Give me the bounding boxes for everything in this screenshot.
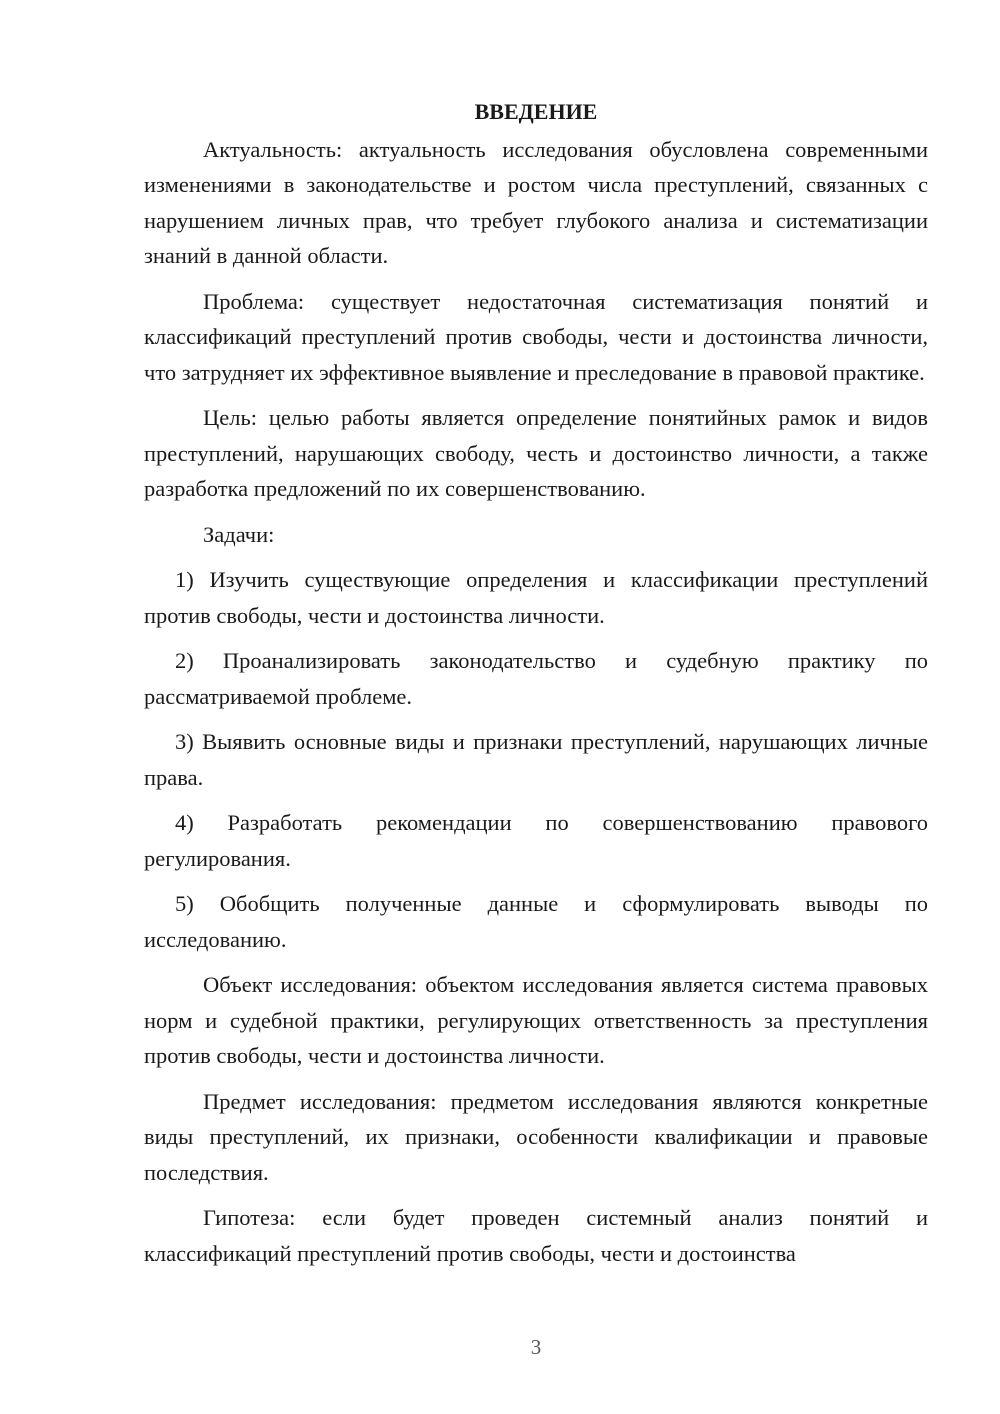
document-page [144, 94, 928, 1281]
paragraph-subject: Предмет исследования: предметом исследования являются конкретные виды преступлений, их признаки, особенности квалификации и правовые последствия. [144, 1088, 928, 1185]
section-title: ВВЕДЕНИЕ [474, 99, 598, 124]
task-item-3: 3) Выявить основные виды и признаки преступлений, нарушающих личные права. [144, 729, 928, 790]
task-item-2: 2) Проанализировать законодательство и судебную практику по рассматриваемой проблеме. [144, 648, 928, 709]
task-item-5: 5) Обобщить полученные данные и сформулировать выводы по исследованию. [144, 891, 928, 952]
task-item-1: 1) Изучить существующие определения и классификации преступлений против свободы, чести и достоинства личности. [144, 567, 928, 628]
page-number: 3 [530, 1335, 542, 1359]
paragraph-problem: Проблема: существует недостаточная систематизация понятий и классификаций преступлений против свободы, чести и достоинства личности, что затрудняет их эффективное выявление и преследование в правовой практике. [144, 288, 928, 385]
task-item-4: 4) Разработать рекомендации по совершенствованию правового регулирования. [144, 810, 928, 871]
paragraph-hypothesis: Гипотеза: если будет проведен системный анализ понятий и классификаций преступлений против свободы, чести и достоинства [144, 1205, 928, 1266]
paragraph-goal: Цель: целью работы является определение понятийных рамок и видов преступлений, нарушающих свободу, честь и достоинство личности, а также разработка предложений по их совершенствованию. [144, 405, 928, 501]
paragraph-relevance: Актуальность: актуальность исследования обусловлена современными изменениями в законодательстве и ростом числа преступлений, связанных с нарушением личных прав, что требует глубокого анализа и систематизации знаний в данной области. [144, 136, 928, 268]
tasks-label: Задачи: [203, 521, 275, 547]
paragraph-object: Объект исследования: объектом исследования является система правовых норм и судебной практики, регулирующих ответственность за преступления против свободы, чести и достоинства личности. [144, 972, 928, 1068]
